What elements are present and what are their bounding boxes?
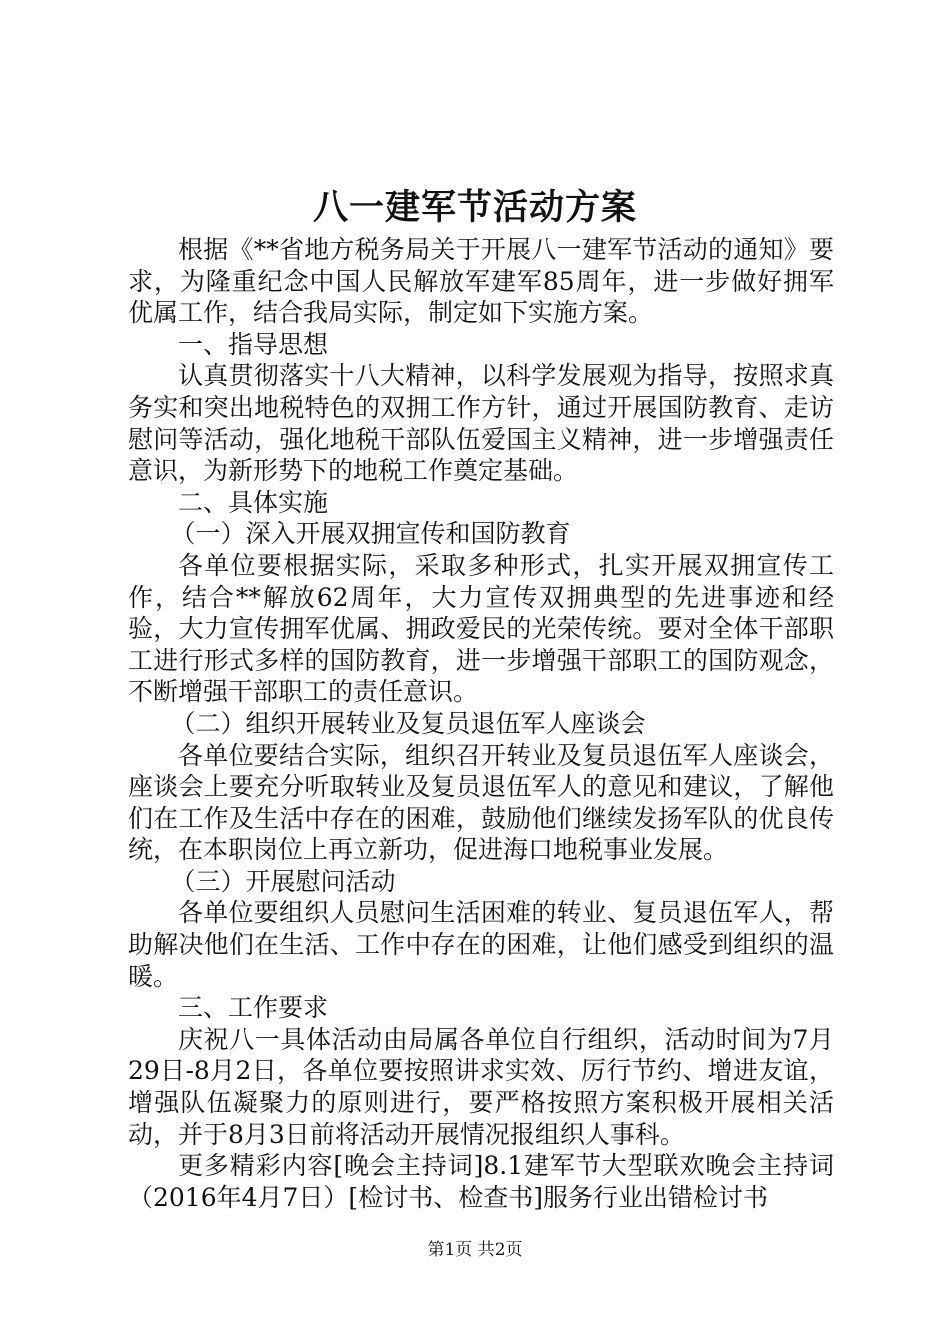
guiding-thought-paragraph: 认真贯彻落实十八大精神，以科学发展观为指导，按照求真务实和突出地税特色的双拥工作方针，通过开展国防教育、走访慰问等活动，强化地税干部队伍爱国主义精神，进一步增强责任意识，为新形势下的地税工作奠定基础。 — [128, 361, 834, 486]
intro-paragraph: 根据《**省地方税务局关于开展八一建军节活动的通知》要求，为隆重纪念中国人民解放军建军85周年，进一步做好拥军优属工作，结合我局实际，制定如下实施方案。 — [128, 235, 834, 328]
subsection-heading-2: （二）组织开展转业及复员退伍军人座谈会 — [170, 708, 646, 738]
requirements-paragraph: 庆祝八一具体活动由局属各单位自行组织，活动时间为7月29日-8月2日，各单位要按照讲求实效、厉行节约、增进友谊，增强队伍凝聚力的原则进行，要严格按照方案积极开展相关活动，并于8月3日前将活动开展情况报组织人事科。 — [128, 1024, 834, 1149]
document-title: 八一建军节活动方案 — [312, 187, 637, 228]
section-heading-guiding-thought: 一、指导思想 — [178, 329, 329, 359]
subsection-heading-3: （三）开展慰问活动 — [170, 866, 396, 896]
subsection-2-paragraph: 各单位要结合实际，组织召开转业及复员退伍军人座谈会，座谈会上要充分听取转业及复员退伍军人的意见和建议，了解他们在工作及生活中存在的困难，鼓励他们继续发扬军队的优良传统，在本职岗位上再立新功，促进海口地税事业发展。 — [128, 740, 834, 865]
subsection-3-paragraph: 各单位要组织人员慰问生活困难的转业、复员退伍军人，帮助解决他们在生活、工作中存在的困难，让他们感受到组织的温暖。 — [128, 898, 834, 991]
more-content-paragraph: 更多精彩内容[晚会主持词]8.1建军节大型联欢晚会主持词（2016年4月7日）[检讨书、检查书]服务行业出错检讨书 — [128, 1151, 834, 1212]
section-heading-requirements: 三、工作要求 — [178, 993, 329, 1023]
subsection-1-paragraph: 各单位要根据实际，采取多种形式，扎实开展双拥宣传工作，结合**解放62周年，大力宣传双拥典型的先进事迹和经验，大力宣传拥军优属、拥政爱民的光荣传统。要对全体干部职工进行形式多样的国防教育，进一步增强干部职工的国防观念，不断增强干部职工的责任意识。 — [128, 550, 834, 707]
page-indicator: 第1页 共2页 — [427, 1240, 523, 1260]
section-heading-implementation: 二、具体实施 — [178, 487, 329, 517]
document-body — [128, 234, 834, 1213]
subsection-heading-1: （一）深入开展双拥宣传和国防教育 — [170, 519, 571, 549]
